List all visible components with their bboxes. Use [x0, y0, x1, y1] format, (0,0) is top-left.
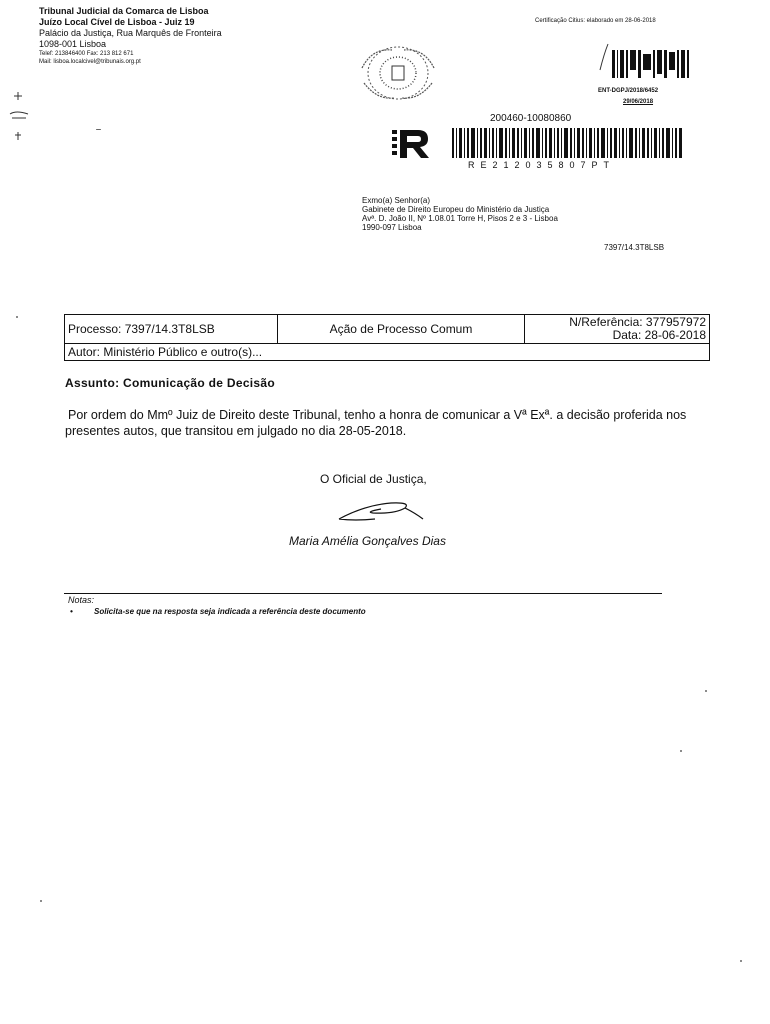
notes-item [70, 607, 366, 616]
registration-barcode-icon [452, 128, 682, 158]
court-postcode: 1098-001 Lisboa [39, 39, 107, 49]
court-mail: Mail: lisboa.localcivel@tribunais.org.pt [39, 59, 141, 65]
notes-label: Notas: [68, 595, 95, 605]
entry-stamp-date: 29/06/2018 [623, 99, 654, 105]
court-header [39, 6, 222, 66]
process-number: Processo: 7397/14.3T8LSB [65, 315, 278, 344]
registered-mail-logo-icon [392, 128, 430, 160]
addressee-postcode: 1990-097 Lisboa [362, 223, 422, 232]
court-division: Juízo Local Cível de Lisboa - Juiz 19 [39, 17, 195, 27]
court-phone: Telef: 213846400 Fax: 213 812 671 [39, 51, 134, 57]
notes-item-text: Solicita-se que na resposta seja indicada a referência deste documento [94, 607, 366, 616]
document-date: Data: 28-06-2018 [612, 328, 706, 342]
registration-number: 200460-10080860 [490, 113, 572, 124]
coat-of-arms-seal-icon [352, 38, 444, 108]
signature-icon [335, 495, 435, 525]
addressee-office: Gabinete de Direito Europeu do Ministério da Justiça [362, 205, 550, 214]
officer-title: O Oficial de Justiça, [320, 472, 427, 486]
reference-cell [525, 315, 710, 344]
author-row [65, 344, 710, 361]
court-name: Tribunal Judicial da Comarca de Lisboa [39, 6, 209, 16]
addressee-reference: 7397/14.3T8LSB [604, 243, 665, 252]
entry-barcode-icon [598, 42, 696, 82]
margin-scan-mark-icon [6, 88, 30, 143]
addressee-block [362, 196, 558, 232]
process-table [64, 314, 710, 361]
addressee-salutation: Exmo(a) Senhor(a) [362, 196, 431, 205]
subject: Assunto: Comunicação de Decisão [65, 376, 276, 390]
action-type: Ação de Processo Comum [278, 315, 525, 344]
process-row [65, 315, 710, 344]
body-text: Por ordem do Mmº Juiz de Direito deste Tribunal, tenho a honra de comunicar a Vª Exª. a decisão proferida nos presentes autos, que transitou em julgado no dia 28-05-2018. [65, 408, 687, 438]
addressee-street: Avª. D. João II, Nº 1.08.01 Torre H, Pisos 2 e 3 - Lisboa [362, 214, 558, 223]
notes-divider [64, 593, 662, 594]
court-address: Palácio da Justiça, Rua Marquês de Fronteira [39, 28, 222, 38]
officer-name: Maria Amélia Gonçalves Dias [289, 534, 446, 548]
registration-code: RE212035807PT [468, 160, 616, 170]
reference-number: N/Referência: 377957972 [569, 315, 706, 329]
certification-note: Certificação Citius: elaborado em 28-06-2018 [535, 18, 656, 24]
entry-stamp: ENT-DGPJ/2018/6452 [598, 88, 659, 94]
bullet-icon: • [70, 607, 73, 616]
author: Autor: Ministério Público e outro(s)... [65, 344, 710, 361]
